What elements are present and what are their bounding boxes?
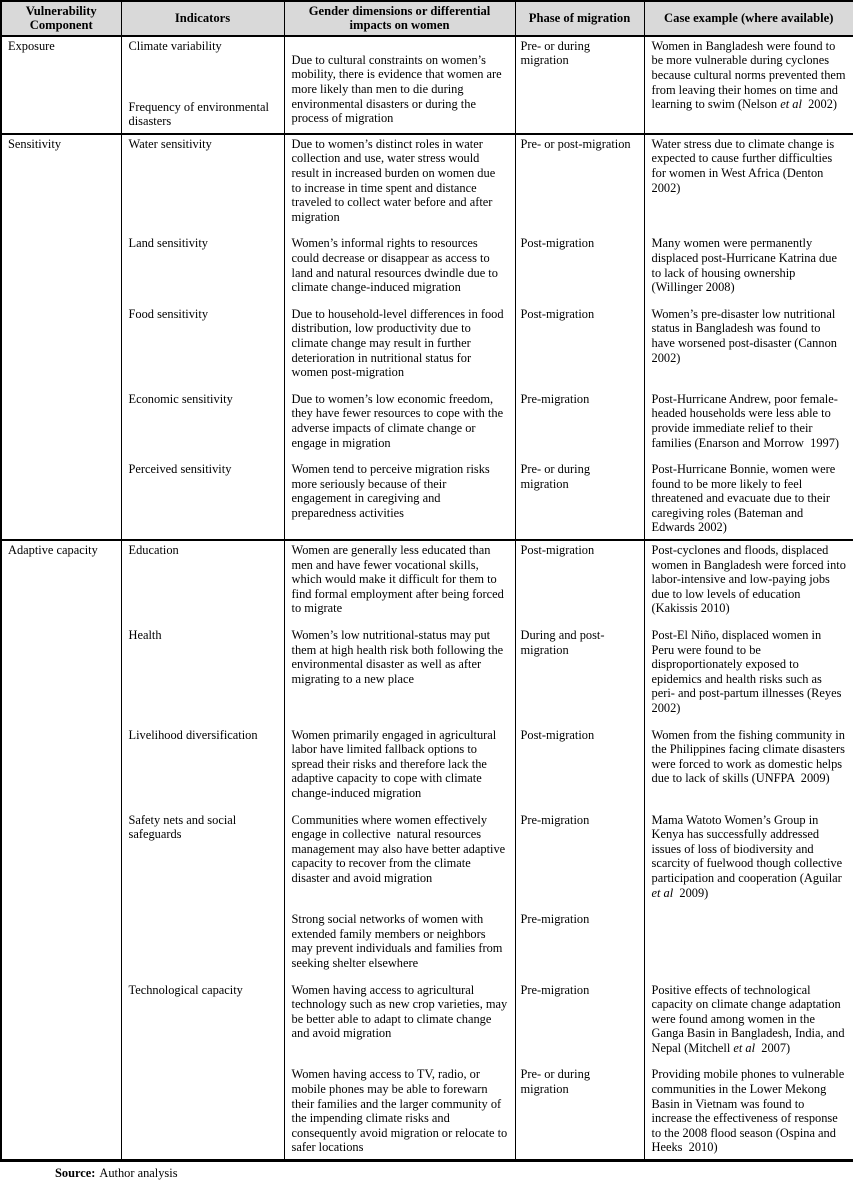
phase-text: Post-migration bbox=[520, 236, 595, 251]
indicator-label: Education bbox=[128, 543, 179, 558]
phase-cell bbox=[515, 36, 644, 134]
case-example-cell bbox=[644, 134, 853, 235]
component-cell-exposure bbox=[1, 36, 121, 134]
gender-dimension-cell bbox=[284, 390, 515, 460]
table-row-safety-nets-continued bbox=[1, 910, 853, 980]
phase-cell bbox=[515, 305, 644, 390]
indicator-cell bbox=[121, 540, 284, 626]
table-row-technological-capacity bbox=[1, 981, 853, 1066]
gender-dimension-text: Due to cultural constraints on women’s mobility, there is evidence that women are more likely than men to die during environmental disasters or during the process of migration bbox=[291, 52, 505, 126]
indicator-cell bbox=[121, 36, 284, 134]
case-text: Women in Bangladesh were found to be more vulnerable during cyclones because cultural norms prevented them from leaving their homes on time and learning to swim (Nelson bbox=[651, 38, 849, 112]
indicator-cell bbox=[121, 626, 284, 726]
gender-dimension-text: Women tend to perceive migration risks more seriously because of their engagement in caregiving and preparedness activities bbox=[291, 462, 493, 520]
table-row-livelihood-diversification bbox=[1, 726, 853, 811]
gender-dimension-cell bbox=[284, 134, 515, 235]
phase-text: Pre-migration bbox=[520, 912, 590, 927]
phase-text: Pre- or during migration bbox=[520, 1067, 594, 1097]
component-cell-sensitivity bbox=[1, 134, 121, 540]
gender-dimension-cell bbox=[284, 540, 515, 626]
case-example-cell bbox=[644, 981, 853, 1066]
phase-text: Post-migration bbox=[520, 306, 595, 321]
indicator-label: Health bbox=[128, 628, 162, 643]
phase-cell bbox=[515, 811, 644, 911]
case-text: Providing mobile phones to vulnerable communities in the Lower Mekong Basin in Vietnam was found to increase the effectiveness of response to the 2008 flood season (Ospina and Heeks 2010) bbox=[651, 1067, 848, 1155]
phase-cell bbox=[515, 234, 644, 304]
phase-text: Pre- or post-migration bbox=[520, 136, 631, 151]
header-label: Vulnerability Component bbox=[25, 4, 97, 33]
indicator-label: Safety nets and social safeguards bbox=[128, 812, 240, 842]
et-al-italic: et al bbox=[733, 1040, 756, 1055]
case-text: 2007) bbox=[755, 1040, 791, 1055]
gender-dimension-cell bbox=[284, 811, 515, 911]
phase-text: Pre- or during migration bbox=[520, 38, 594, 68]
table-row-education bbox=[1, 540, 853, 626]
table-row-health bbox=[1, 626, 853, 726]
case-text: 2009) bbox=[673, 885, 709, 900]
gender-dimension-cell bbox=[284, 460, 515, 540]
gender-dimension-cell bbox=[284, 36, 515, 134]
header-label: Case example (where available) bbox=[664, 11, 834, 26]
indicator-cell bbox=[121, 910, 284, 980]
case-text: Post-cyclones and floods, displaced women in Bangladesh were forced into labor-intensive and low-paying jobs due to low levels of education (Kakissis 2010) bbox=[651, 543, 850, 616]
gender-dimension-cell bbox=[284, 726, 515, 811]
indicator-cell bbox=[121, 460, 284, 540]
gender-dimension-cell bbox=[284, 234, 515, 304]
case-text: Post-Hurricane Bonnie, women were found to be more likely to feel threatened and evacuate due to their caregiving roles (Bateman and Edwards 2002) bbox=[651, 462, 839, 535]
phase-cell bbox=[515, 981, 644, 1066]
case-text: Many women were permanently displaced post-Hurricane Katrina due to lack of housing ownership (Willinger 2008) bbox=[651, 236, 841, 295]
gender-dimension-text: Women are generally less educated than men and have fewer vocational skills, which would make it difficult for them to find formal employment after being forced to migrate bbox=[291, 543, 507, 616]
table-row-water-sensitivity bbox=[1, 134, 853, 235]
case-example-cell bbox=[644, 811, 853, 911]
component-label: Exposure bbox=[8, 38, 55, 53]
gender-dimension-text: Due to women’s distinct roles in water collection and use, water stress would result in increased burden on women due to increase in time spent and distance traveled to collect water before and after migration bbox=[291, 136, 499, 224]
phase-cell bbox=[515, 910, 644, 980]
table-row-technological-capacity-continued bbox=[1, 1065, 853, 1160]
case-text: Mama Watoto Women’s Group in Kenya has successfully addressed issues of loss of biodiversity and scarcity of fuelwood though collective participation and cooperation (Aguilar bbox=[651, 812, 846, 885]
table-row-exposure bbox=[1, 36, 853, 134]
phase-cell bbox=[515, 390, 644, 460]
indicator-cell bbox=[121, 390, 284, 460]
gender-dimension-text: Women’s low nutritional-status may put them at high health risk both following the environmental disaster as well as after migrating to a new place bbox=[291, 628, 507, 686]
case-text: Post-Hurricane Andrew, poor female-headed households were less able to provide immediate relief to their families (Enarson and Morrow 1997) bbox=[651, 391, 840, 450]
phase-text: Pre- or during migration bbox=[520, 462, 594, 491]
gender-dimension-text: Communities where women effectively engage in collective natural resources management may also have better adaptive capacity to recover from the climate disaster and avoid migration bbox=[291, 812, 509, 885]
gender-dimension-text: Women’s informal rights to resources could decrease or disappear as access to land and natural resources dwindle due to climate change-induced migration bbox=[291, 236, 502, 295]
indicator-label: Water sensitivity bbox=[128, 136, 212, 151]
gender-dimension-cell bbox=[284, 910, 515, 980]
case-example-cell bbox=[644, 305, 853, 390]
component-cell-adaptive-capacity bbox=[1, 540, 121, 1160]
header-vulnerability-component bbox=[1, 1, 121, 36]
component-label: Sensitivity bbox=[8, 136, 62, 151]
gender-dimension-cell bbox=[284, 1065, 515, 1160]
source-text: Author analysis bbox=[99, 1166, 178, 1181]
gender-dimension-text: Due to household-level differences in food distribution, low productivity due to climate change may result in further deterioration in nutritional status for women post-migration bbox=[291, 306, 507, 380]
indicator-label: Perceived sensitivity bbox=[128, 462, 232, 477]
header-case-example bbox=[644, 1, 853, 36]
case-example-cell bbox=[644, 626, 853, 726]
gender-dimension-cell bbox=[284, 981, 515, 1066]
gender-dimension-text: Due to women’s low economic freedom, they have fewer resources to cope with the adverse impacts of climate change or engage in migration bbox=[291, 391, 507, 450]
table-row-land-sensitivity bbox=[1, 234, 853, 304]
case-example-cell bbox=[644, 540, 853, 626]
et-al-italic: et al bbox=[651, 885, 674, 900]
header-indicators bbox=[121, 1, 284, 36]
indicator-label: Land sensitivity bbox=[128, 236, 208, 251]
header-label: Indicators bbox=[174, 11, 231, 26]
indicator-cell bbox=[121, 234, 284, 304]
phase-cell bbox=[515, 726, 644, 811]
case-example-cell bbox=[644, 1065, 853, 1160]
header-phase-of-migration bbox=[515, 1, 644, 36]
gender-dimension-text: Women having access to agricultural technology such as new crop varieties, may be better able to adapt to climate change and avoid migration bbox=[291, 982, 511, 1041]
phase-text: Pre-migration bbox=[520, 982, 590, 997]
case-example-cell bbox=[644, 36, 853, 134]
indicator-label: Technological capacity bbox=[128, 982, 243, 997]
phase-text: Post-migration bbox=[520, 543, 595, 558]
component-label: Adaptive capacity bbox=[8, 543, 98, 558]
gender-dimension-cell bbox=[284, 626, 515, 726]
case-text: Water stress due to climate change is expected to cause further difficulties for women in West Africa (Denton 2002) bbox=[651, 136, 838, 195]
phase-cell bbox=[515, 626, 644, 726]
case-example-cell bbox=[644, 726, 853, 811]
header-gender-dimensions bbox=[284, 1, 515, 36]
table-row-safety-nets bbox=[1, 811, 853, 911]
phase-text: Post-migration bbox=[520, 727, 595, 742]
phase-text: Pre-migration bbox=[520, 812, 590, 827]
indicator-label: Food sensitivity bbox=[128, 306, 209, 321]
source-label: Source: bbox=[55, 1166, 96, 1181]
case-text: Post-El Niño, displaced women in Peru were found to be disproportionately exposed to epidemics and health risks such as peri- and post-partum illnesses (Reyes 2002) bbox=[651, 628, 848, 715]
indicator-cell bbox=[121, 305, 284, 390]
indicator-cell bbox=[121, 981, 284, 1066]
phase-cell bbox=[515, 1065, 644, 1160]
indicator-cell bbox=[121, 811, 284, 911]
table-row-food-sensitivity bbox=[1, 305, 853, 390]
gender-dimension-text: Strong social networks of women with extended family members or neighbors may prevent individuals and families from seeking shelter elsewhere bbox=[291, 912, 506, 970]
case-text: Women from the fishing community in the Philippines facing climate disasters were forced to work as domestic helps due to lack of skills (UNFPA 2009) bbox=[651, 727, 849, 786]
header-label: Phase of migration bbox=[528, 11, 631, 26]
case-example-cell bbox=[644, 910, 853, 980]
case-example-cell bbox=[644, 390, 853, 460]
indicator-label: Economic sensitivity bbox=[128, 391, 233, 406]
indicator-label: Climate variability bbox=[128, 38, 222, 53]
case-example-cell bbox=[644, 460, 853, 540]
phase-cell bbox=[515, 460, 644, 540]
case-text: Positive effects of technological capacity on climate change adaptation were found among women in the Ganga Basin in Bangladesh, India, and Nepal (Mitchell bbox=[651, 982, 848, 1055]
phase-cell bbox=[515, 540, 644, 626]
indicator-label: Frequency of environmental disasters bbox=[128, 99, 272, 129]
table-row-economic-sensitivity bbox=[1, 390, 853, 460]
phase-text: During and post-migration bbox=[520, 628, 605, 657]
gender-dimension-text: Women having access to TV, radio, or mobile phones may be able to forewarn their families and the larger community of the impending climate risks and consequently avoid migration or relocate to safer locations bbox=[291, 1067, 511, 1155]
et-al-italic: et al bbox=[780, 97, 802, 112]
case-text: Women’s pre-disaster low nutritional status in Bangladesh was found to have worsened post-disaster (Cannon 2002) bbox=[651, 306, 844, 365]
table-row-perceived-sensitivity bbox=[1, 460, 853, 540]
indicator-label: Livelihood diversification bbox=[128, 727, 258, 742]
source-note bbox=[55, 1166, 853, 1181]
phase-text: Pre-migration bbox=[520, 391, 590, 406]
phase-cell bbox=[515, 134, 644, 235]
indicator-cell bbox=[121, 134, 284, 235]
case-example-cell bbox=[644, 234, 853, 304]
indicator-cell bbox=[121, 1065, 284, 1160]
header-label: Gender dimensions or differential impacts on women bbox=[308, 4, 491, 33]
gender-dimension-cell bbox=[284, 305, 515, 390]
indicator-stack bbox=[129, 39, 277, 129]
gender-dimension-text: Women primarily engaged in agricultural labor have limited fallback options to spread their risks and therefore lack the adaptive capacity to cope with climate change-induced migration bbox=[291, 727, 500, 800]
case-text: 2002) bbox=[801, 97, 838, 112]
header-row bbox=[1, 1, 853, 36]
indicator-cell bbox=[121, 726, 284, 811]
